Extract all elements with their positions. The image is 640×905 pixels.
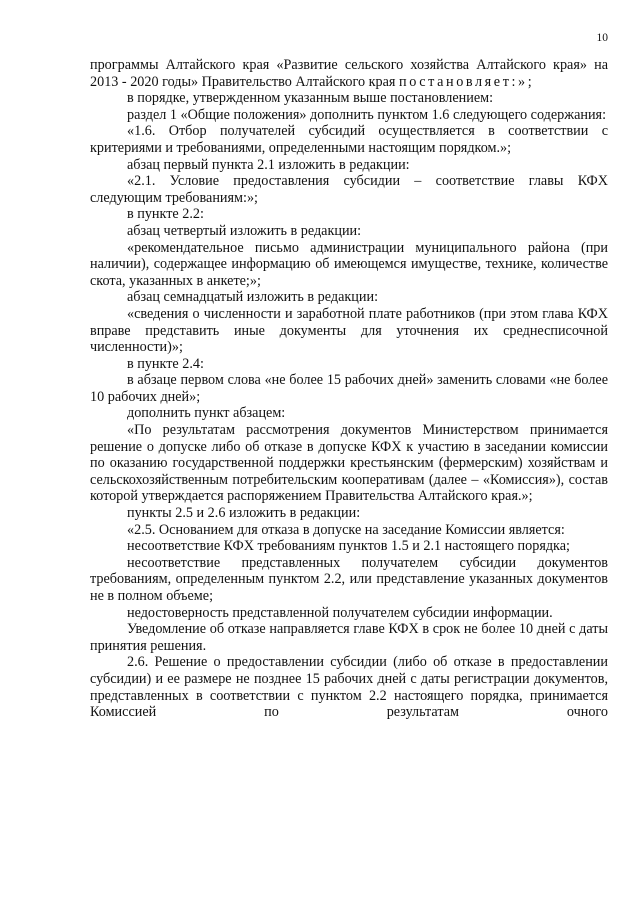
paragraph-text: программы Алтайского края «Развитие сельского хозяйства Алтайского края» на 2013 - 2020 годы» Правительство Алтайского края [90, 57, 608, 90]
paragraph: «По результатам рассмотрения документов Министерством принимается решение о допуске либо об отказе в допуске КФХ к участию в заседании комиссии по оказанию государственной поддержки крестьянским (фермерским) хозяйствам и сельскохозяйственным потребительским кооперативам (далее – «Комиссия»), состав которой утверждается распоряжением Правительства Алтайского края.»; [90, 422, 608, 505]
emphasized-word: постановляет:»; [399, 73, 535, 90]
paragraph: 2.6. Решение о предоставлении субсидии (либо об отказе в предоставлении субсидии) и ее размере не позднее 15 рабочих дней с даты регистрации документов, представленных в соответствии с пунктом 2.2 настоящего порядка, принимается Комиссией по результатам очного [90, 654, 608, 721]
paragraph: в порядке, утвержденном указанным выше постановлением: [127, 90, 494, 107]
paragraph: «рекомендательное письмо администрации муниципального района (при наличии), содержащее информацию об имеющемся имуществе, технике, количестве скота, указанных в анкете;»; [90, 239, 608, 289]
document-body [90, 57, 608, 721]
paragraph: абзац семнадцатый изложить в редакции: [127, 289, 379, 306]
page-number: 10 [596, 32, 608, 44]
paragraph: пункты 2.5 и 2.6 изложить в редакции: [127, 505, 361, 522]
paragraph: абзац первый пункта 2.1 изложить в редакции: [127, 156, 410, 173]
paragraph: в пункте 2.2: [127, 206, 204, 223]
paragraph: в пункте 2.4: [127, 355, 204, 372]
paragraph [90, 57, 608, 90]
paragraph: в абзаце первом слова «не более 15 рабочих дней» заменить словами «не более 10 рабочих дней»; [90, 372, 608, 405]
paragraph: Уведомление об отказе направляется главе КФХ в срок не более 10 дней с даты принятия решения. [90, 621, 608, 654]
paragraph: недостоверность представленной получателем субсидии информации. [127, 604, 553, 621]
paragraph: абзац четвертый изложить в редакции: [127, 222, 362, 239]
paragraph: «2.1. Условие предоставления субсидии – соответствие главы КФХ следующим требованиям:»; [90, 173, 608, 206]
paragraph: несоответствие представленных получателем субсидии документов требованиям, определенным пунктом 2.2, или представление указанных документов не в полном объеме; [90, 554, 608, 604]
paragraph: «2.5. Основанием для отказа в допуске на заседание Комиссии является: [127, 521, 565, 538]
paragraph: раздел 1 «Общие положения» дополнить пунктом 1.6 следующего содержания: [127, 106, 607, 123]
paragraph: «1.6. Отбор получателей субсидий осуществляется в соответствии с критериями и требованиями, определенными настоящим порядком.»; [90, 123, 608, 156]
paragraph: дополнить пункт абзацем: [127, 405, 286, 422]
paragraph: несоответствие КФХ требованиям пунктов 1.5 и 2.1 настоящего порядка; [127, 538, 570, 555]
paragraph: «сведения о численности и заработной плате работников (при этом глава КФХ вправе представить иные документы для уточнения их среднесписочной численности)»; [90, 305, 608, 356]
